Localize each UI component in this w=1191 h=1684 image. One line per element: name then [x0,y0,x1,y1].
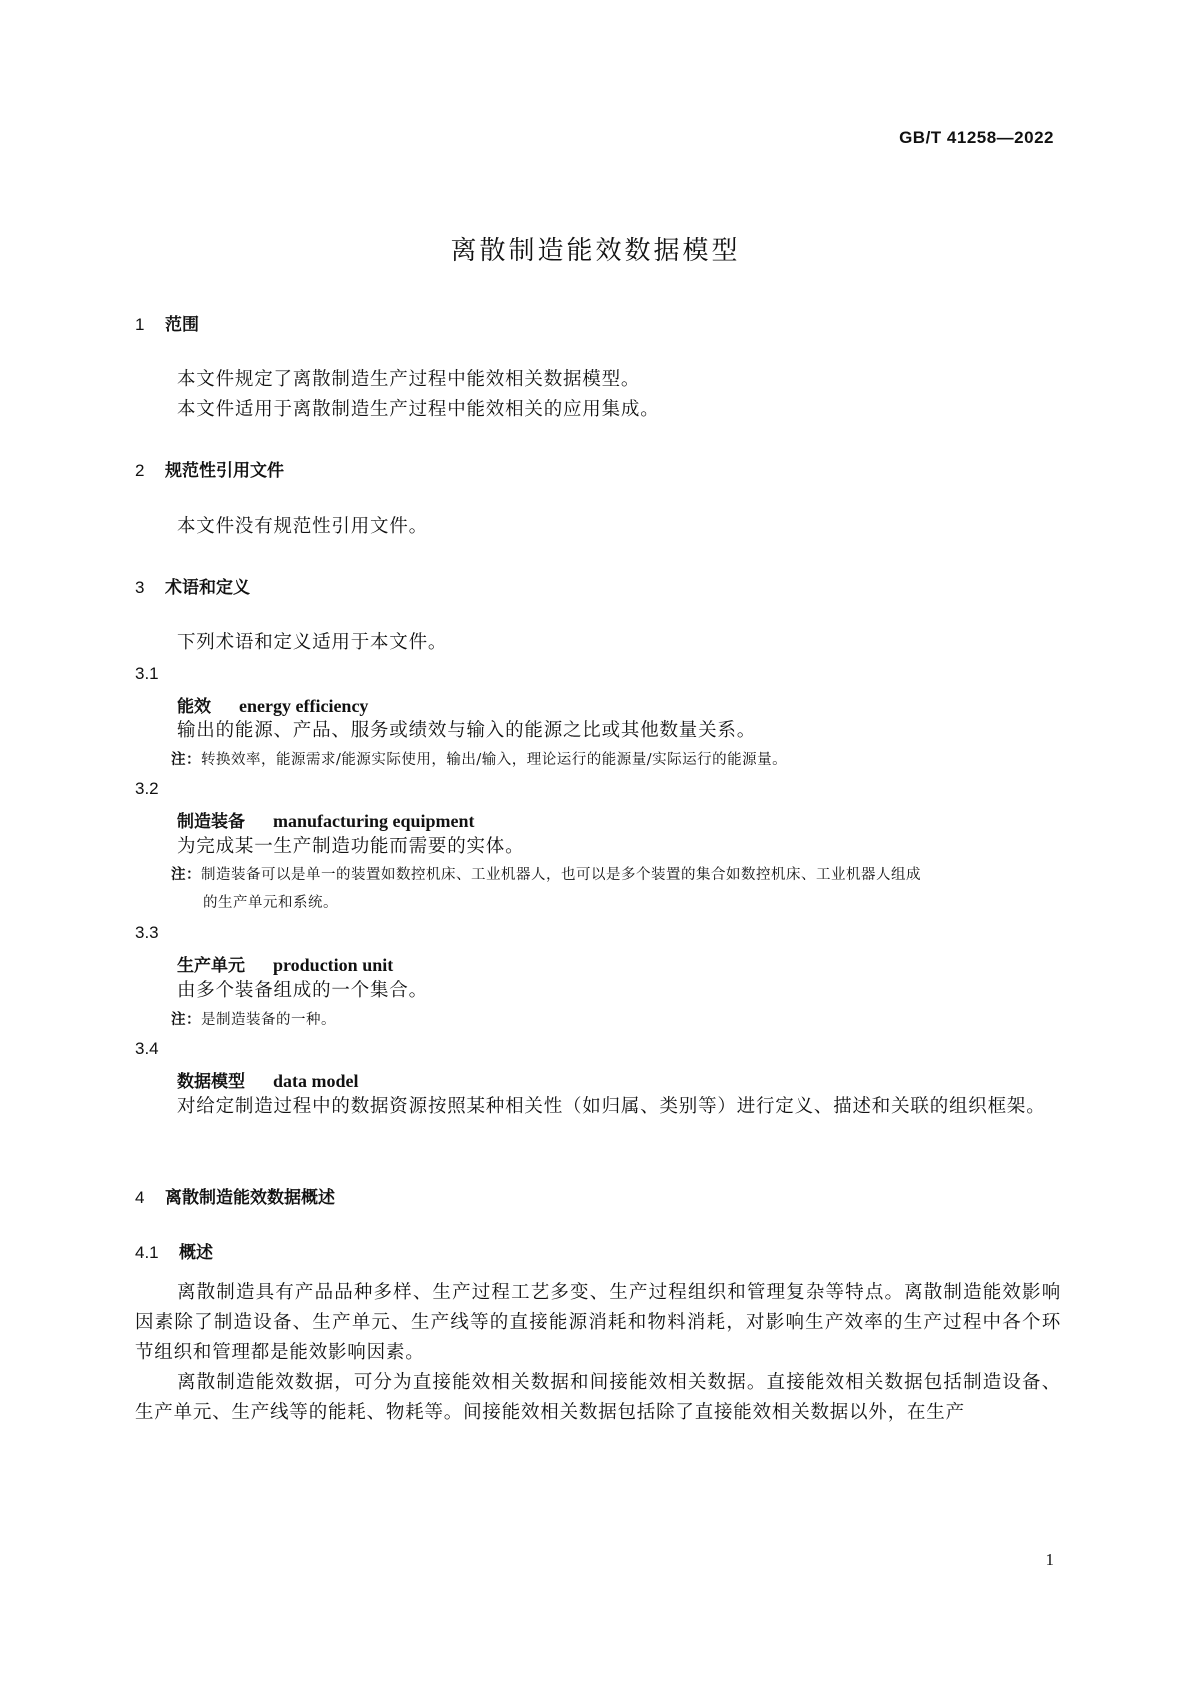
term-en: manufacturing equipment [273,811,475,831]
term-heading [177,951,393,976]
section-title: 概述 [179,1243,213,1263]
section-number: 4 [135,1188,145,1207]
section-title: 规范性引用文件 [165,461,284,481]
term-heading [177,692,368,717]
term-heading [177,807,475,832]
scope-paragraph-2: 本文件适用于离散制造生产过程中能效相关的应用集成。 [177,399,660,420]
note-text: 制造装备可以是单一的装置如数控机床、工业机器人，也可以是多个装置的集合如数控机床、工业机器人组成 [201,867,921,883]
document-title: 离散制造能效数据模型 [450,236,741,266]
term-note [171,1006,1061,1034]
scope-paragraph-1: 本文件规定了离散制造生产过程中能效相关数据模型。 [177,369,641,390]
normative-references-paragraph: 本文件没有规范性引用文件。 [177,516,428,537]
section-number: 4.1 [135,1243,159,1262]
term-en: energy efficiency [239,696,369,716]
section-title: 范围 [165,315,199,335]
standard-code: GB/T 41258—2022 [899,128,1054,147]
terms-intro-paragraph: 下列术语和定义适用于本文件。 [177,632,448,653]
term-zh: 制造装备 [177,812,245,832]
page-number: 1 [1045,1550,1054,1569]
note-label: 注： [171,867,201,883]
section-4-heading [135,1183,335,1208]
section-title: 术语和定义 [165,578,250,598]
section-number: 3 [135,578,145,597]
note-text: 转换效率，能源需求/能源实际使用，输出/输入，理论运行的能源量/实际运行的能源量。 [201,752,788,768]
note-text: 是制造装备的一种。 [201,1012,336,1028]
term-en: data model [273,1071,359,1091]
term-definition: 由多个装备组成的一个集合。 [177,980,428,1001]
term-number: 3.4 [135,1039,159,1058]
term-definition: 输出的能源、产品、服务或绩效与输入的能源之比或其他数量关系。 [177,720,757,741]
term-definition: 对给定制造过程中的数据资源按照某种相关性（如归属、类别等）进行定义、描述和关联的组织框架。 [177,1096,1046,1117]
section-2-heading [135,456,284,481]
section-number: 2 [135,461,145,480]
term-note [171,746,1061,774]
term-zh: 能效 [177,697,211,717]
section-1-heading [135,310,199,335]
term-note [171,861,1061,917]
term-number: 3.2 [135,779,159,798]
term-zh: 数据模型 [177,1072,245,1092]
section-4-1-heading [135,1238,213,1263]
section-title: 离散制造能效数据概述 [165,1188,335,1208]
overview-paragraph-2: 离散制造能效数据，可分为直接能效相关数据和间接能效相关数据。直接能效相关数据包括制造设备、生产单元、生产线等的能耗、物耗等。间接能效相关数据包括除了直接能效相关数据以外，在生产 [135,1372,1061,1423]
section-number: 1 [135,315,145,334]
term-definition: 为完成某一生产制造功能而需要的实体。 [177,836,525,857]
note-label: 注： [171,1012,201,1028]
section-3-heading [135,573,250,598]
term-en: production unit [273,955,394,975]
term-number: 3.3 [135,923,159,942]
term-heading [177,1067,359,1092]
term-number: 3.1 [135,664,159,683]
overview-paragraph-1: 离散制造具有产品品种多样、生产过程工艺多变、生产过程组织和管理复杂等特点。离散制造能效影响因素除了制造设备、生产单元、生产线等的直接能源消耗和物料消耗，对影响生产效率的生产过程中各个环节组织和管理都是能效影响因素。 [135,1282,1061,1363]
term-zh: 生产单元 [177,956,245,976]
note-label: 注： [171,752,201,768]
note-text-continued: 的生产单元和系统。 [203,895,338,911]
